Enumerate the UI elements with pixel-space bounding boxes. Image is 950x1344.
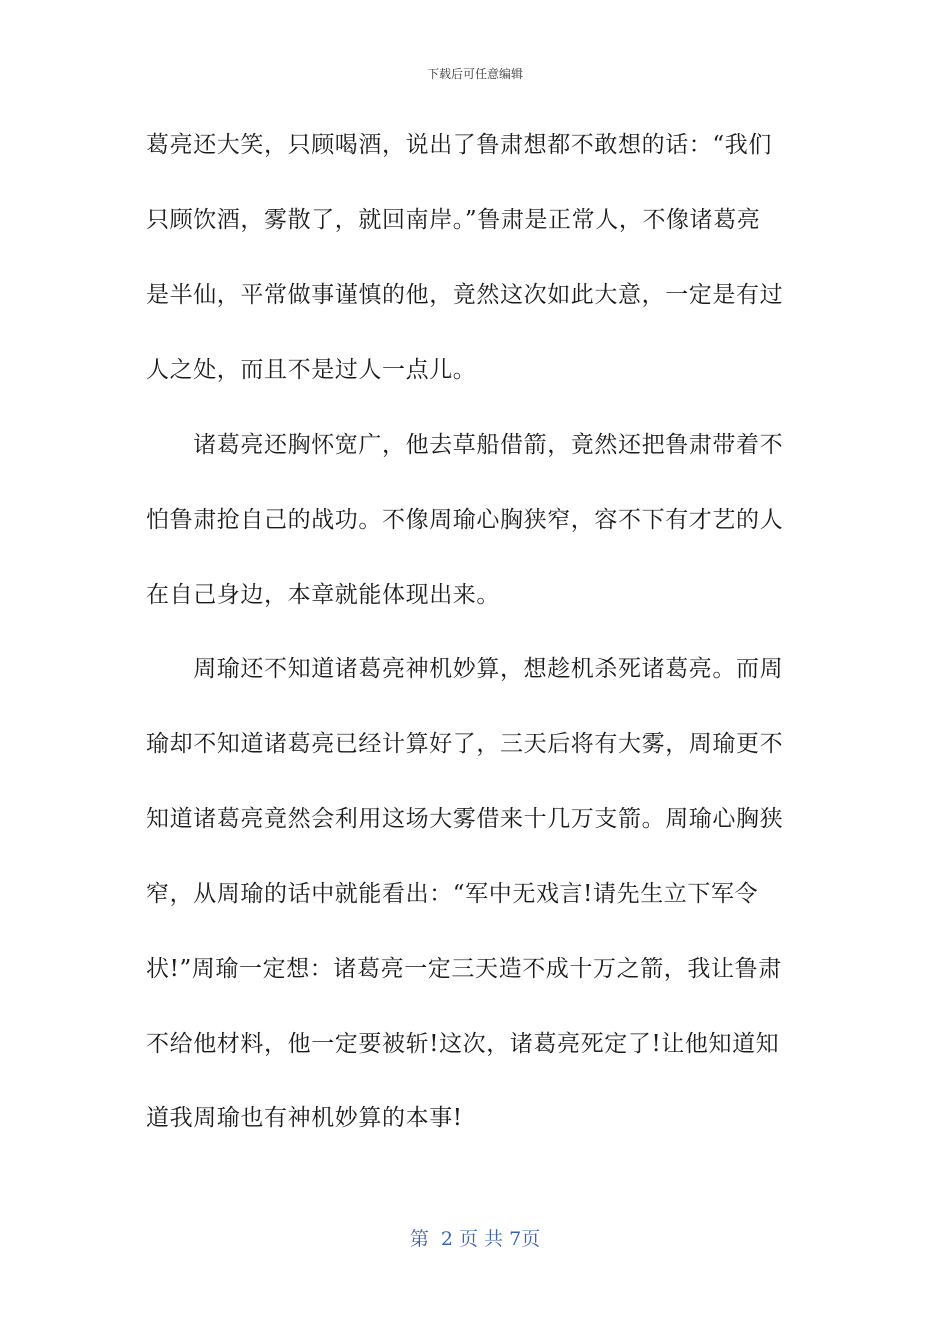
text-line: 只顾饮酒，雾散了，就回南岸。”鲁肃是正常人，不像诸葛亮 [146,207,761,233]
text-line: 不给他材料，他一定要被斩!这次，诸葛亮死定了!让他知道知 [146,1031,780,1057]
text-line: 知道诸葛亮竟然会利用这场大雾借来十几万支箭。周瑜心胸狭 [146,806,784,832]
text-line: 在自己身边，本章就能体现出来。 [146,582,500,608]
text-line: 人之处，而且不是过人一点儿。 [146,357,477,383]
text-line: 是半仙，平常做事谨慎的他，竟然这次如此大意，一定是有过 [146,282,784,308]
page-number-footer: 第 2 页 共 7页 [409,1228,541,1250]
text-line: 道我周瑜也有神机妙算的本事! [146,1105,463,1131]
text-line: 葛亮还大笑，只顾喝酒，说出了鲁肃想都不敢想的话：“我们 [146,132,772,158]
text-line: 瑜却不知道诸葛亮已经计算好了，三天后将有大雾，周瑜更不 [146,731,784,757]
text-line: 怕鲁肃抢自己的战功。不像周瑜心胸狭窄，容不下有才艺的人 [146,507,784,533]
text-line: 窄，从周瑜的话中就能看出：“军中无戏言!请先生立下军令 [146,881,759,907]
text-line: 状!”周瑜一定想：诸葛亮一定三天造不成十万之箭，我让鲁肃 [146,956,782,982]
page-header: 下载后可任意编辑 [426,67,523,81]
text-line: 诸葛亮还胸怀宽广，他去草船借箭，竟然还把鲁肃带着不 [146,432,784,458]
text-line: 周瑜还不知道诸葛亮神机妙算，想趁机杀死诸葛亮。而周 [146,656,784,682]
